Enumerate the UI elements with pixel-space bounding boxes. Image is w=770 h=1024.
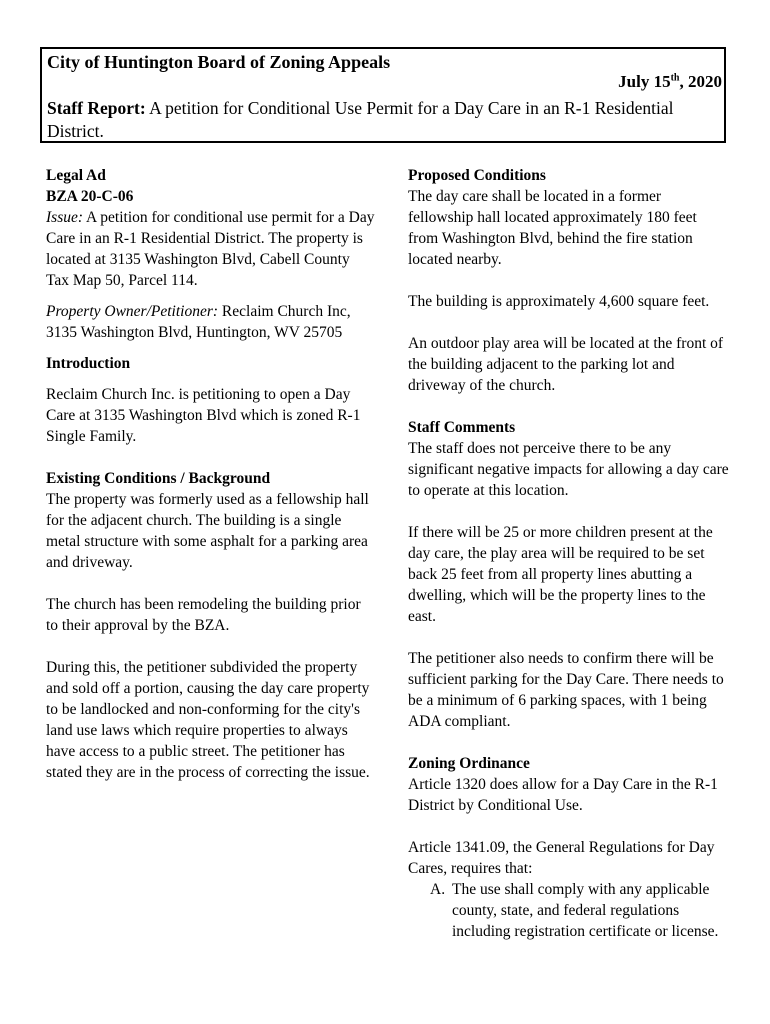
introduction-heading: Introduction bbox=[46, 355, 131, 372]
owner-text: Reclaim Church Inc, 3135 Washington Blvd, Huntington, WV 25705 bbox=[46, 303, 351, 341]
date-suffix: th bbox=[670, 72, 680, 84]
zoning-ordinance-p2: Article 1341.09, the General Regulations for Day Cares, requires that: bbox=[408, 839, 715, 877]
proposed-conditions-p1: The day care shall be located in a former fellowship hall located approximately 180 feet from Washington Blvd, behind the fire station located nearby. bbox=[408, 188, 697, 268]
date-text: July 15 bbox=[618, 72, 671, 91]
right-column bbox=[408, 165, 730, 942]
owner-paragraph bbox=[46, 301, 376, 343]
proposed-conditions-p2: The building is approximately 4,600 square feet. bbox=[408, 293, 710, 310]
staff-report-line bbox=[47, 97, 717, 143]
staff-report-text: A petition for Conditional Use Permit for a Day Care in an R-1 Residential District. bbox=[47, 98, 674, 141]
issue-paragraph bbox=[46, 207, 376, 291]
regulation-list bbox=[408, 879, 730, 942]
existing-conditions-p1: The property was formerly used as a fellowship hall for the adjacent church. The building is a single metal structure with some asphalt for a parking area and driveway. bbox=[46, 491, 369, 571]
owner-label: Property Owner/Petitioner: bbox=[46, 303, 219, 320]
proposed-conditions-heading: Proposed Conditions bbox=[408, 167, 546, 184]
left-column bbox=[46, 165, 376, 783]
existing-conditions-p2: The church has been remodeling the building prior to their approval by the BZA. bbox=[46, 596, 361, 634]
regulation-item-a bbox=[430, 879, 730, 942]
staff-comments-heading: Staff Comments bbox=[408, 419, 516, 436]
report-header-box bbox=[40, 47, 726, 143]
proposed-conditions-p3: An outdoor play area will be located at the front of the building adjacent to the parking lot and driveway of the church. bbox=[408, 335, 724, 394]
report-date bbox=[618, 72, 722, 92]
existing-conditions-p3: During this, the petitioner subdivided the property and sold off a portion, causing the day care property to be landlocked and non-conforming for the city's land use laws which require properties to always have access to a public street. The petitioner has stated they are in the process of correcting the issue. bbox=[46, 659, 370, 781]
regulation-item-text: The use shall comply with any applicable county, state, and federal regulations including registration certificate or license. bbox=[452, 881, 719, 940]
zoning-ordinance-heading: Zoning Ordinance bbox=[408, 755, 530, 772]
zoning-ordinance-p1: Article 1320 does allow for a Day Care in the R-1 District by Conditional Use. bbox=[408, 776, 718, 814]
list-marker: A. bbox=[430, 881, 446, 898]
staff-report-label: Staff Report: bbox=[47, 98, 146, 118]
case-number: BZA 20-C-06 bbox=[46, 188, 134, 205]
existing-conditions-heading: Existing Conditions / Background bbox=[46, 470, 271, 487]
board-title: City of Huntington Board of Zoning Appeals bbox=[47, 52, 391, 72]
introduction-text: Reclaim Church Inc. is petitioning to open a Day Care at 3135 Washington Blvd which is zoned R-1 Single Family. bbox=[46, 386, 361, 445]
staff-comments-p2: If there will be 25 or more children present at the day care, the play area will be required to be set back 25 feet from all property lines abutting a dwelling, which will be the property lines to the east. bbox=[408, 524, 713, 625]
staff-comments-p3: The petitioner also needs to confirm there will be sufficient parking for the Day Care. There needs to be a minimum of 6 parking spaces, with 1 being ADA compliant. bbox=[408, 650, 724, 730]
staff-comments-p1: The staff does not perceive there to be any significant negative impacts for allowing a day care to operate at this location. bbox=[408, 440, 729, 499]
legal-ad-heading: Legal Ad bbox=[46, 167, 106, 184]
issue-label: Issue: bbox=[46, 209, 84, 226]
issue-text: A petition for conditional use permit for a Day Care in an R-1 Residential District. The property is located at 3135 Washington Blvd, Cabell County Tax Map 50, Parcel 114. bbox=[46, 209, 375, 289]
date-year: , 2020 bbox=[679, 72, 722, 91]
